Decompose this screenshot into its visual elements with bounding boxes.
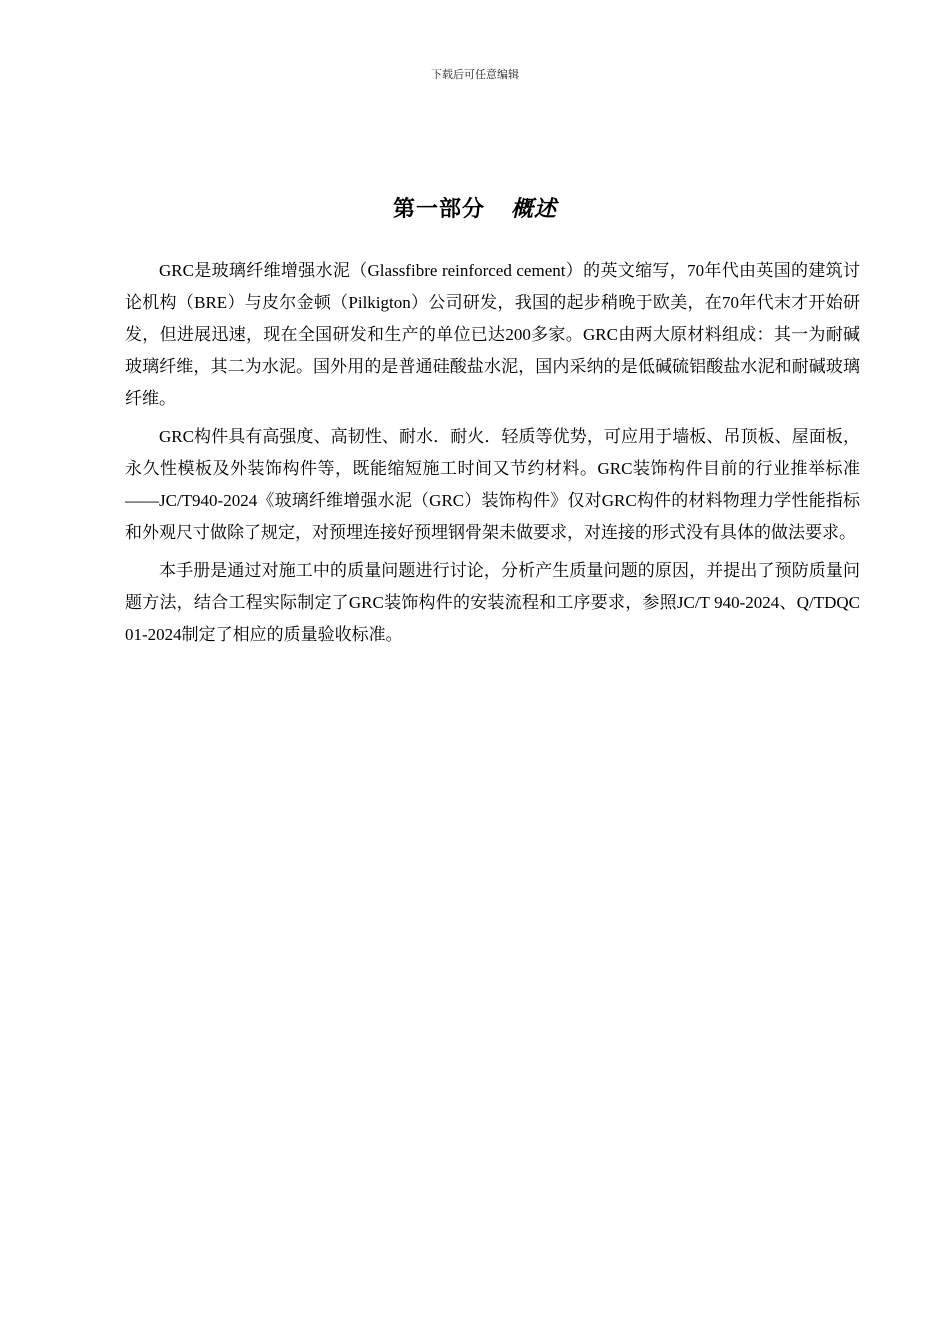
title-part: 第一部分 [392, 196, 485, 221]
paragraph-2: GRC构件具有高强度、高韧性、耐水．耐火．轻质等优势，可应用于墙板、吊顶板、屋面板，永久性模板及外装饰构件等，既能缩短施工时间又节约材料。GRC装饰构件目前的行业推举标准——JC/T940-2024《玻璃纤维增强水泥（GRC）装饰构件》仅对GRC构件的材料物理力学性能指标和外观尺寸做除了规定，对预埋连接好预埋钢骨架未做要求，对连接的形式没有具体的做法要求。 [125, 427, 860, 542]
body-text [125, 255, 860, 657]
title-topic: 概述 [511, 196, 558, 221]
paragraph-3: 本手册是通过对施工中的质量问题进行讨论，分析产生质量问题的原因，并提出了预防质量问题方法，结合工程实际制定了GRC装饰构件的安装流程和工序要求，参照JC/T 940-2024、Q/TDQC 01-2024制定了相应的质量验收标准。 [125, 561, 860, 644]
header-note: 下载后可任意编辑 [431, 69, 519, 81]
page-title [0, 192, 950, 223]
paragraph-1: GRC是玻璃纤维增强水泥（Glassfibre reinforced cement）的英文缩写，70年代由英国的建筑讨论机构（BRE）与皮尔金顿（Pilkigton）公司研发，我国的起步稍晚于欧美，在70年代末才开始研发，但进展迅速，现在全国研发和生产的单位已达200多家。GRC由两大原材料组成：其一为耐碱玻璃纤维，其二为水泥。国外用的是普通硅酸盐水泥，国内采纳的是低碱硫铝酸盐水泥和耐碱玻璃纤维。 [125, 261, 860, 408]
